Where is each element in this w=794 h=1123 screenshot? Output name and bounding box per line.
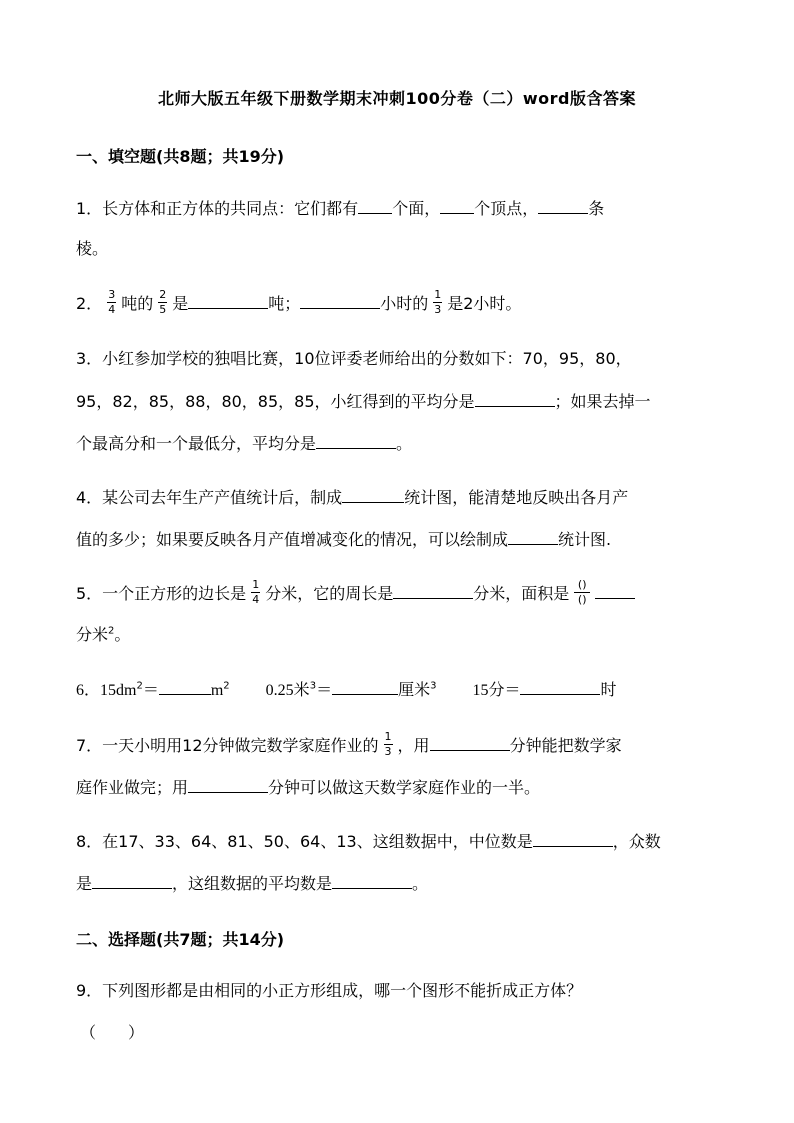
q6-text-h: 时	[600, 680, 617, 699]
question-8-line-1	[76, 829, 661, 854]
question-7-line-2	[76, 775, 540, 800]
q6-superscript-4: 3	[430, 680, 437, 692]
question-2	[76, 288, 522, 318]
question-4-line-2	[76, 527, 611, 552]
q4-blank-chart-type-1[interactable]	[342, 485, 404, 503]
q6-superscript-2: 2	[223, 680, 230, 692]
q6-blank-hours[interactable]	[520, 677, 600, 695]
q4-text-l1a: 4．某公司去年生产产值统计后，制成	[76, 488, 343, 507]
q7-blank-half-minutes[interactable]	[188, 775, 268, 793]
question-6	[76, 677, 617, 703]
q3-blank-average[interactable]	[475, 389, 555, 407]
q4-blank-chart-type-2[interactable]	[508, 527, 558, 545]
q7-text-c: 分钟能把数学家	[509, 736, 622, 755]
q8-text-b: ，众数	[612, 832, 661, 851]
q6-text-a: 6．15dm	[76, 682, 137, 699]
q9-text-a: 9．下列图形都是由相同的小正方形组成，哪一个图形不能折成正方体？	[76, 981, 583, 1000]
document-title: 北师大版五年级下册数学期末冲刺100分卷（二）word版含答案	[157, 89, 637, 108]
q5-text-d: 分米	[76, 625, 109, 644]
q4-text-l2a: 值的多少；如果要反映各月产值增减变化的情况，可以绘制成	[76, 530, 509, 549]
q6-superscript-1: 2	[136, 680, 143, 692]
q3-text-l2a: 95，82，85，88，80，85，85，小红得到的平均分是	[76, 392, 475, 411]
q7-text-e: 分钟可以做这天数学家庭作业的一半。	[268, 778, 541, 797]
question-7-line-1	[76, 730, 622, 760]
q6-blank-square-meters[interactable]	[159, 677, 211, 695]
q8-blank-mode[interactable]	[92, 871, 172, 889]
q6-text-g: 15分＝	[472, 682, 521, 699]
q7-text-d: 庭作业做完；用	[76, 778, 189, 797]
q3-text-l3a: 个最高分和一个最低分，平均分是	[76, 434, 317, 453]
q5-fraction-one-quarter: $\frac{1}{4}$	[252, 578, 260, 606]
question-4-line-1	[76, 485, 628, 510]
q5-text-b: 分米，它的周长是	[265, 584, 394, 603]
q5-text-c: 分米，面积是	[473, 584, 570, 603]
question-5-line-1	[76, 578, 635, 608]
q7-text-b: ，用	[397, 736, 430, 755]
q2-text-e: 小时的	[380, 294, 429, 313]
q3-text-l2b: ；如果去掉一	[554, 392, 651, 411]
q6-text-d: 0.25米	[265, 682, 310, 699]
q7-text-a: 7．一天小明用12分钟做完数学家庭作业的	[76, 736, 379, 755]
q1-text-b: 个面，	[392, 199, 441, 218]
question-1-line-2	[76, 237, 108, 261]
q2-text-a: 2．	[76, 294, 103, 313]
q2-text-d: 吨；	[268, 294, 301, 313]
q8-blank-median[interactable]	[533, 829, 613, 847]
q1-text-e: 棱。	[76, 239, 109, 258]
q2-fraction-three-quarters: $\frac{3}{4}$	[108, 288, 116, 316]
q6-text-e: ＝	[316, 680, 333, 699]
q5-text-e: 。	[114, 625, 131, 644]
q1-blank-edges[interactable]	[538, 196, 588, 214]
question-1-line-1	[76, 196, 604, 221]
q5-fraction-placeholder: $\frac{()}{()}$	[574, 579, 590, 606]
q1-blank-vertices[interactable]	[440, 196, 474, 214]
q7-fraction-one-third: $\frac{1}{3}$	[384, 730, 392, 758]
q2-text-b: 吨的	[121, 294, 154, 313]
question-3-line-3	[76, 431, 412, 456]
question-3-line-2	[76, 389, 651, 414]
question-9-answer-parens[interactable]	[80, 1021, 144, 1045]
q2-fraction-one-third: $\frac{1}{3}$	[434, 288, 442, 316]
q6-text-b: ＝	[142, 680, 159, 699]
q1-blank-faces[interactable]	[358, 196, 392, 214]
section-heading-fill-in: 一、填空题(共8题；共19分)	[76, 147, 285, 166]
q8-text-d: ，这组数据的平均数是	[172, 874, 333, 893]
q1-text-a: 1．长方体和正方体的共同点：它们都有	[76, 199, 359, 218]
q5-text-a: 5．一个正方形的边长是	[76, 584, 247, 603]
q2-text-g: 是2小时。	[447, 294, 522, 313]
q6-blank-cubic-cm[interactable]	[332, 677, 398, 695]
q2-blank-tons[interactable]	[188, 291, 268, 309]
q1-text-c: 个顶点，	[474, 199, 539, 218]
q2-text-c: 是	[172, 294, 189, 313]
q3-blank-trimmed-average[interactable]	[316, 431, 396, 449]
question-9-line-1	[76, 979, 582, 1003]
section-heading-multiple-choice: 二、选择题(共7题；共14分)	[76, 930, 285, 949]
q8-text-c: 是	[76, 874, 93, 893]
q4-text-l2b: 统计图.	[558, 530, 612, 549]
q6-text-f: 厘米	[398, 680, 431, 699]
q6-text-c: m	[210, 682, 224, 699]
q9-answer-paren[interactable]: （ ）	[80, 1023, 145, 1042]
q8-blank-mean[interactable]	[332, 871, 412, 889]
q3-text-l3b: 。	[396, 434, 413, 453]
q2-blank-hours[interactable]	[300, 291, 380, 309]
q6-superscript-3: 3	[309, 680, 317, 692]
q5-superscript: 2	[108, 625, 115, 637]
q3-text-l1: 3．小红参加学校的独唱比赛，10位评委老师给出的分数如下：70，95，80，	[76, 349, 632, 368]
q5-blank-perimeter[interactable]	[393, 581, 473, 599]
question-5-line-2	[76, 623, 130, 647]
q4-text-l1b: 统计图，能清楚地反映出各月产	[404, 488, 629, 507]
question-8-line-2	[76, 871, 428, 896]
q2-fraction-two-fifths: $\frac{2}{5}$	[159, 288, 167, 316]
q1-text-d: 条	[588, 199, 605, 218]
q5-blank-area[interactable]	[595, 581, 635, 599]
q8-text-e: 。	[412, 874, 429, 893]
q7-blank-total-minutes[interactable]	[430, 733, 510, 751]
q8-text-a: 8．在17、33、64、81、50、64、13、这组数据中，中位数是	[76, 832, 533, 851]
question-3-line-1	[76, 347, 632, 371]
